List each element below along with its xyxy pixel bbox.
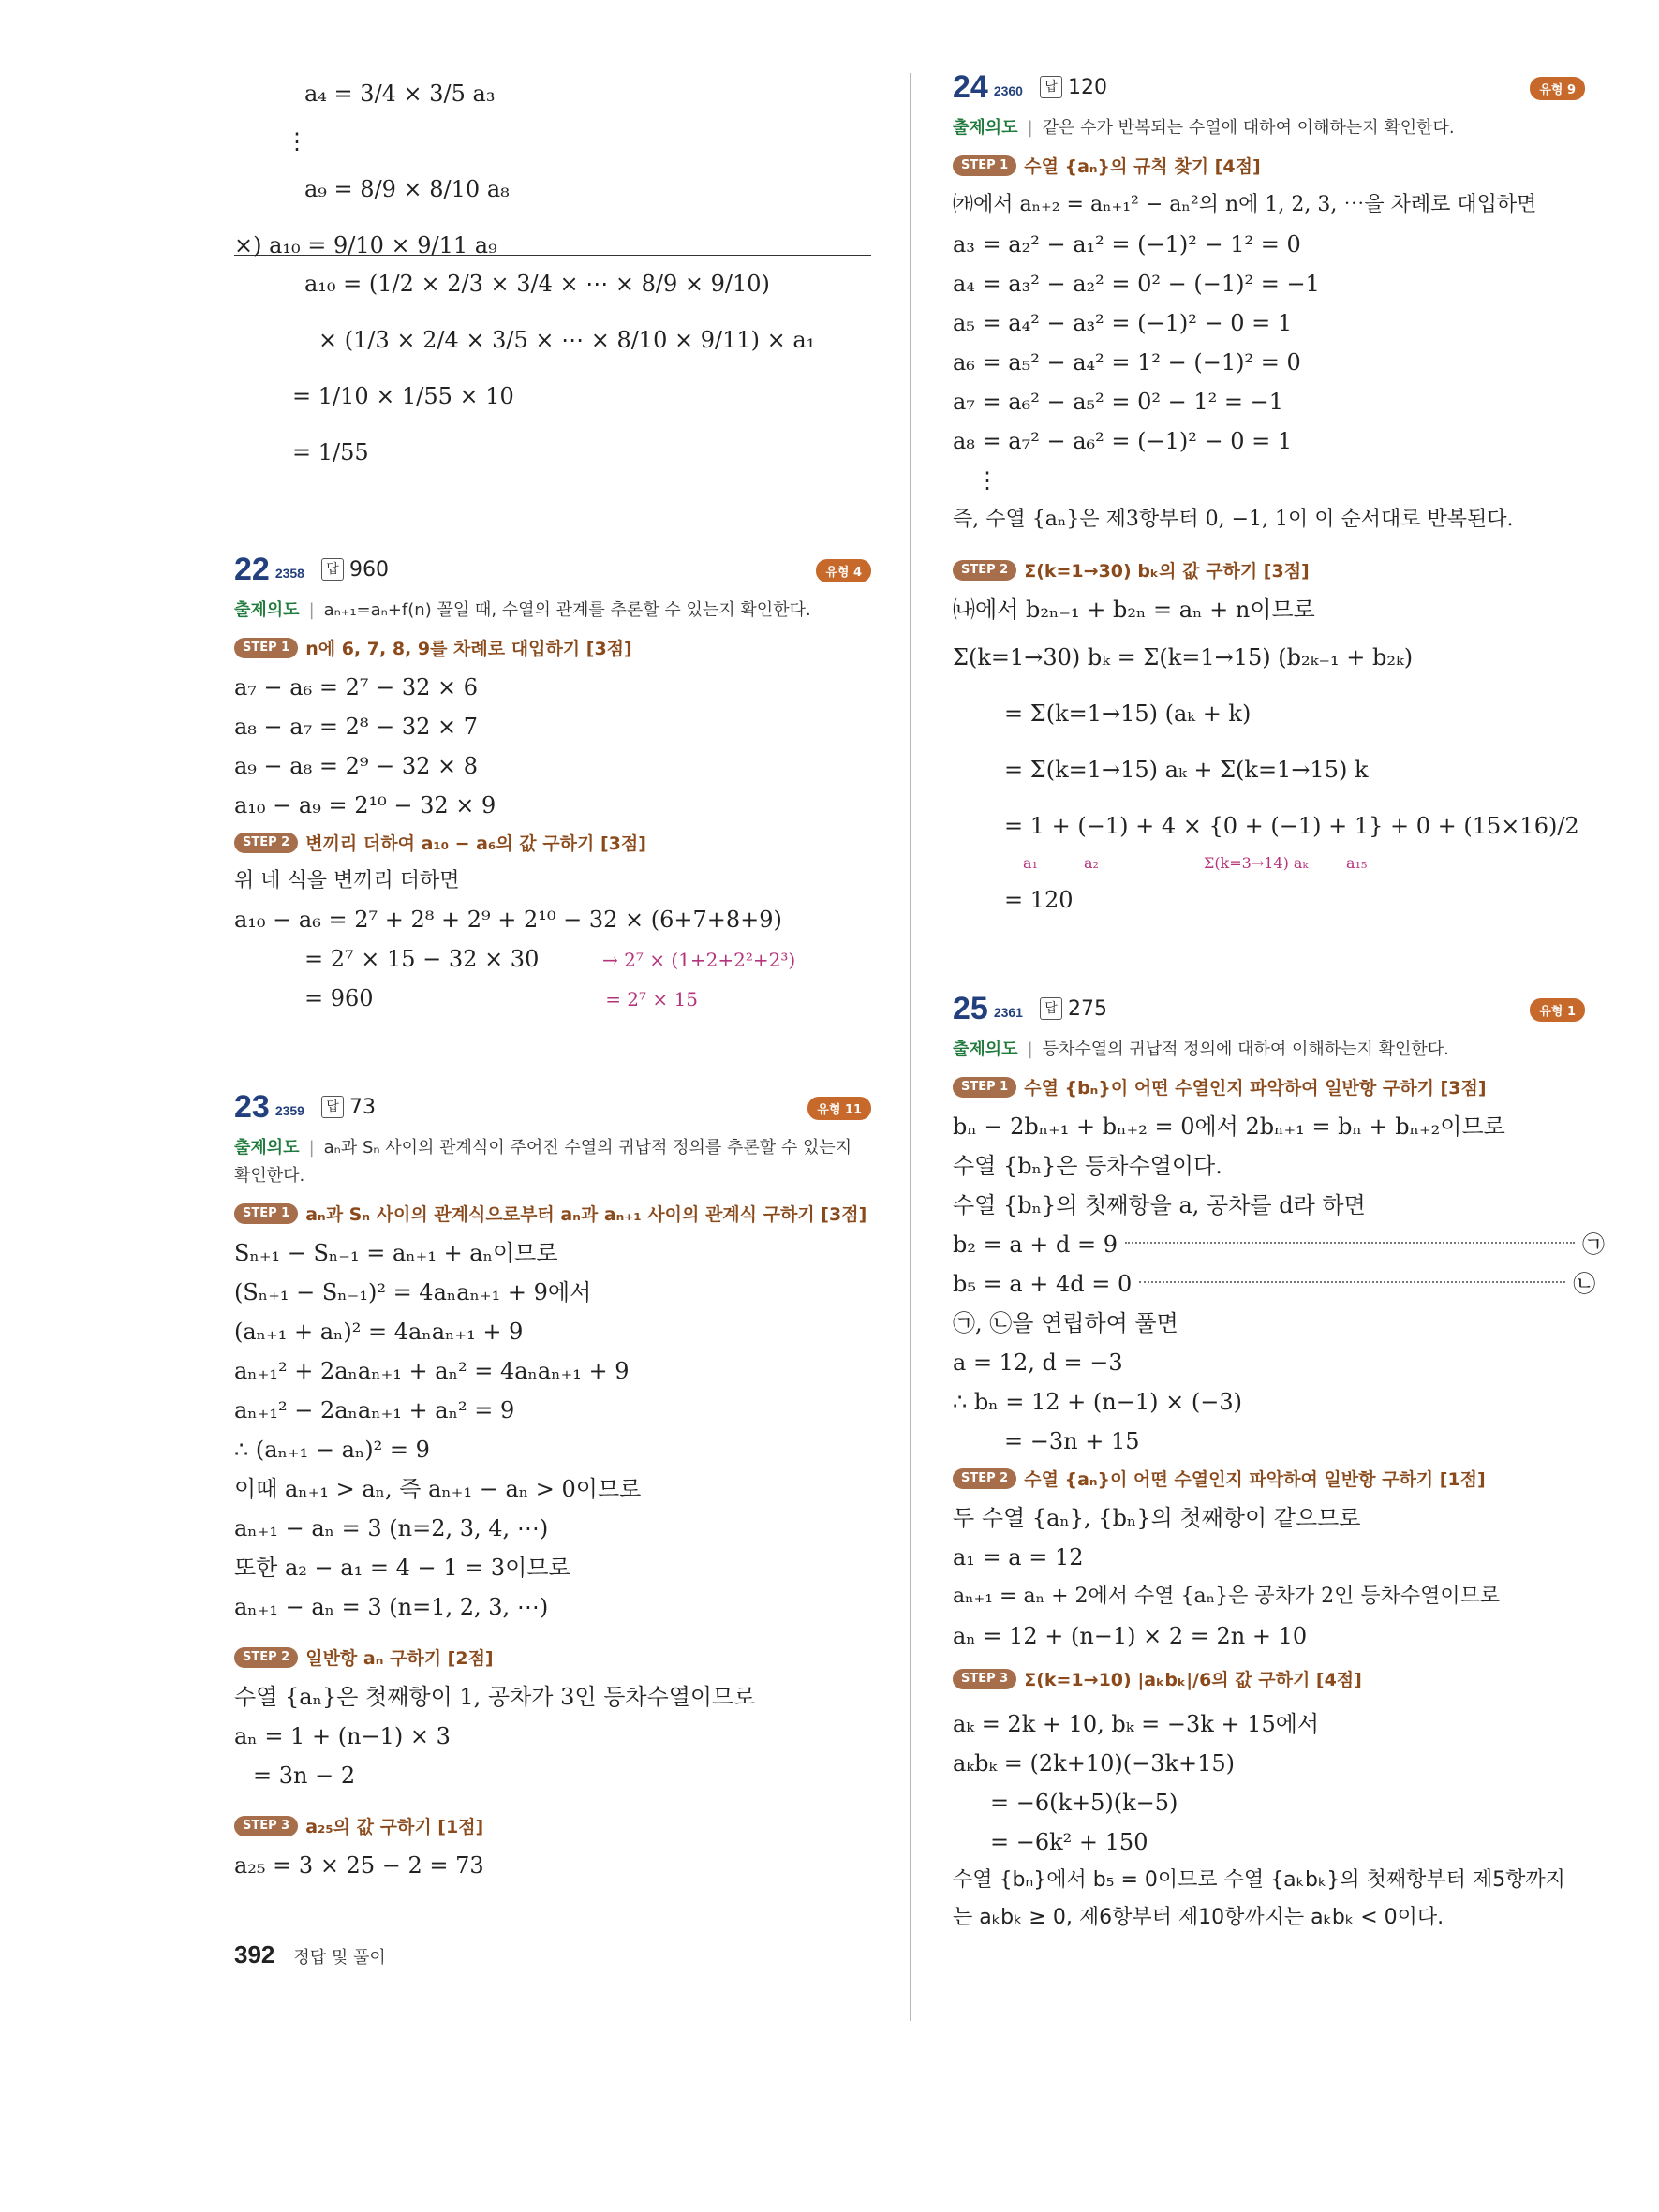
- page-footer: [234, 1940, 386, 1969]
- math-line: a₁₀ − a₉ = 2¹⁰ − 32 × 9: [234, 792, 496, 818]
- step-title: Σ(k=1→10) |aₖbₖ|/6의 값 구하기 [4점]: [1024, 1670, 1362, 1690]
- math-line: a = 12, d = −3: [953, 1349, 1123, 1376]
- math-line: a₆ = a₅² − a₄² = 1² − (−1)² = 0: [953, 349, 1301, 376]
- problem-header: [953, 987, 1585, 1030]
- math-line: Σ(k=1→30) bₖ = Σ(k=1→15) (b₂ₖ₋₁ + b₂ₖ): [953, 644, 1414, 671]
- problem-25: [953, 987, 1606, 1937]
- math-line: a₅ = a₄² − a₃² = (−1)² − 0 = 1: [953, 310, 1293, 336]
- intent-label: 출제의도: [234, 600, 300, 620]
- page-number: 392: [234, 1940, 275, 1969]
- math-line: a₇ = a₆² − a₅² = 0² − 1² = −1: [953, 389, 1284, 415]
- step-title: 수열 {aₙ}의 규칙 찾기 [4점]: [1024, 156, 1261, 177]
- type-badge: 유형 1: [1530, 998, 1585, 1022]
- problem-23: [234, 1085, 871, 1885]
- step-pill: STEP 1: [953, 155, 1016, 176]
- math-line: aₖbₖ = (2k+10)(−3k+15): [953, 1750, 1236, 1777]
- footer-label: 정답 및 풀이: [293, 1948, 386, 1968]
- math-line: × (1/3 × 2/4 × 3/5 × ⋯ × 8/10 × 9/11) × a₁: [318, 327, 816, 353]
- annotation: a₁: [1023, 854, 1038, 872]
- math-line: 두 수열 {aₙ}, {bₙ}의 첫째항이 같으므로: [953, 1505, 1361, 1531]
- problem-code: 2358: [274, 566, 304, 581]
- math-line: aₙ = 12 + (n−1) × 2 = 2n + 10: [953, 1623, 1308, 1649]
- math-line: aₙ₊₁² + 2aₙaₙ₊₁ + aₙ² = 4aₙaₙ₊₁ + 9: [234, 1358, 630, 1384]
- math-line: = −6(k+5)(k−5): [990, 1790, 1178, 1816]
- annotation: Σ(k=3→14) aₖ: [1204, 854, 1309, 872]
- problem-code: 2360: [993, 83, 1023, 98]
- math-line: aₙ₊₁ − aₙ = 3 (n=2, 3, 4, ⋯): [234, 1515, 549, 1541]
- math-line: a₈ − a₇ = 2⁸ − 32 × 7: [234, 714, 479, 740]
- intent-text: aₙ₊₁=aₙ+f(n) 꼴일 때, 수열의 관계를 추론할 수 있는지 확인한다.: [323, 600, 811, 620]
- math-line: 즉, 수열 {aₙ}은 제3항부터 0, −1, 1이 이 순서대로 반복된다.: [953, 508, 1514, 531]
- column-divider: [910, 73, 911, 2021]
- brace-notes: [953, 854, 1585, 880]
- leader-dots: [1139, 1281, 1565, 1283]
- step-title: 수열 {aₙ}이 어떤 수열인지 파악하여 일반항 구하기 [1점]: [1024, 1469, 1486, 1490]
- circled-mark: ㉠: [1582, 1231, 1606, 1258]
- step-pill: STEP 3: [953, 1669, 1016, 1689]
- step-heading: [953, 1461, 1585, 1498]
- step-pill: STEP 2: [234, 833, 298, 853]
- type-badge: 유형 9: [1530, 77, 1585, 100]
- intent-label: 출제의도: [953, 118, 1018, 138]
- annotation: a₁₅: [1346, 854, 1368, 872]
- problem-code: 2361: [993, 1005, 1023, 1020]
- math-line: aₖ = 2k + 10, bₖ = −3k + 15에서: [953, 1711, 1320, 1737]
- problem-header: [234, 548, 871, 591]
- math-line: 수열 {bₙ}의 첫째항을 a, 공차를 d라 하면: [953, 1192, 1366, 1218]
- step-heading: [234, 1808, 871, 1846]
- math-line: Sₙ₊₁ − Sₙ₋₁ = aₙ₊₁ + aₙ이므로: [234, 1240, 558, 1266]
- step-heading: [953, 553, 1585, 590]
- intent-label: 출제의도: [953, 1040, 1018, 1059]
- intent: 출제의도 | aₙ₊₁=aₙ+f(n) 꼴일 때, 수열의 관계를 추론할 수 있는지 확인한다.: [234, 600, 811, 620]
- problem-number: 24: [953, 68, 988, 105]
- math-line: ⋮: [976, 467, 999, 494]
- step-heading: [234, 1196, 871, 1233]
- math-line: ⋮: [286, 128, 308, 155]
- step-heading: [953, 1069, 1585, 1107]
- problem-number: 25: [953, 990, 988, 1026]
- math-line: aₙ₊₁ = aₙ + 2에서 수열 {aₙ}은 공차가 2인 등차수열이므로: [953, 1585, 1501, 1608]
- left-column: [234, 66, 871, 1885]
- problem-number: 23: [234, 1088, 270, 1125]
- answer-icon: 답: [1040, 997, 1062, 1020]
- answer-icon: 답: [321, 558, 344, 581]
- math-line: = 1/55: [292, 439, 369, 465]
- math-line: a₁ = a = 12: [953, 1544, 1084, 1571]
- step-heading: [953, 148, 1585, 185]
- answer-value: 275: [1067, 996, 1107, 1021]
- math-line: a₉ = 8/9 × 8/10 a₈: [304, 176, 510, 202]
- paragraph: 수열 {bₙ}에서 b₅ = 0이므로 수열 {aₖbₖ}의 첫째항부터 제5항까지는 aₖbₖ ≥ 0, 제6항부터 제10항까지는 aₖbₖ < 0이다.: [953, 1868, 1565, 1929]
- annotation: → 2⁷ × (1+2+2²+2³): [602, 949, 796, 971]
- annotation: = 2⁷ × 15: [605, 988, 698, 1010]
- math-text: = 960: [304, 985, 374, 1011]
- problem-22: [234, 548, 871, 1018]
- annotation: a₂: [1084, 854, 1099, 872]
- type-badge: 유형 11: [807, 1097, 871, 1120]
- answer-icon: 답: [1040, 76, 1062, 98]
- math-line: ×) a₁₀ = 9/10 × 9/11 a₉: [234, 217, 871, 256]
- type-badge: 유형 4: [816, 559, 871, 582]
- intent: 출제의도 | aₙ과 Sₙ 사이의 관계식이 주어진 수열의 귀납적 정의를 추론할 수 있는지 확인한다.: [234, 1138, 852, 1186]
- math-line: a₁₀ − a₆ = 2⁷ + 2⁸ + 2⁹ + 2¹⁰ − 32 × (6+7+8+9): [234, 907, 782, 933]
- math-line: 이때 aₙ₊₁ > aₙ, 즉 aₙ₊₁ − aₙ > 0이므로: [234, 1476, 642, 1502]
- intent: 출제의도 | 등차수열의 귀납적 정의에 대하여 이해하는지 확인한다.: [953, 1040, 1449, 1059]
- step-title: 일반항 aₙ 구하기 [2점]: [305, 1648, 494, 1669]
- math-line: [953, 1264, 1596, 1304]
- math-line: [953, 1225, 1606, 1264]
- math-line: = 1 + (−1) + 4 × {0 + (−1) + 1} + 0 + (15×16)/2: [1004, 813, 1579, 839]
- math-line: a₇ − a₆ = 2⁷ − 32 × 6: [234, 674, 479, 700]
- math-line: aₙ₊₁² − 2aₙaₙ₊₁ + aₙ² = 9: [234, 1397, 515, 1423]
- text-line: 위 네 식을 변끼리 더하면: [234, 869, 460, 892]
- math-line: a₉ − a₈ = 2⁹ − 32 × 8: [234, 753, 479, 779]
- math-line: = 3n − 2: [253, 1762, 356, 1789]
- math-line: a₈ = a₇² − a₆² = (−1)² − 0 = 1: [953, 428, 1293, 454]
- problem-24: [953, 66, 1585, 920]
- math-line: = Σ(k=1→15) aₖ + Σ(k=1→15) k: [1004, 757, 1369, 783]
- step-title: Σ(k=1→30) bₖ의 값 구하기 [3점]: [1024, 561, 1310, 582]
- answer-icon: 답: [321, 1096, 344, 1118]
- step-pill: STEP 2: [234, 1647, 298, 1668]
- intent-text: 같은 수가 반복되는 수열에 대하여 이해하는지 확인한다.: [1042, 118, 1455, 138]
- math-line: ∴ bₙ = 12 + (n−1) × (−3): [953, 1389, 1242, 1415]
- step-heading: [234, 825, 871, 863]
- problem-header: [234, 1085, 871, 1128]
- math-line: (Sₙ₊₁ − Sₙ₋₁)² = 4aₙaₙ₊₁ + 9에서: [234, 1279, 592, 1305]
- math-line: = 1/10 × 1/55 × 10: [292, 383, 514, 409]
- math-text: b₅ = a + 4d = 0: [953, 1271, 1133, 1297]
- problem-code: 2359: [274, 1103, 304, 1118]
- intent: 출제의도 | 같은 수가 반복되는 수열에 대하여 이해하는지 확인한다.: [953, 118, 1455, 138]
- circled-mark: ㉡: [1573, 1271, 1596, 1297]
- continuation-block: [234, 66, 871, 480]
- step-pill: STEP 1: [234, 638, 298, 658]
- math-line: 수열 {bₙ}은 등차수열이다.: [953, 1153, 1222, 1179]
- answer-value: 960: [348, 557, 389, 582]
- step-title: n에 6, 7, 8, 9를 차례로 대입하기 [3점]: [305, 639, 632, 659]
- math-line: ∴ (aₙ₊₁ − aₙ)² = 9: [234, 1437, 430, 1463]
- intent-text: aₙ과 Sₙ 사이의 관계식이 주어진 수열의 귀납적 정의를 추론할 수 있는지 확인한다.: [234, 1138, 852, 1186]
- answer-value: 120: [1067, 75, 1107, 99]
- math-line: a₃ = a₂² − a₁² = (−1)² − 1² = 0: [953, 231, 1301, 258]
- math-line: (aₙ₊₁ + aₙ)² = 4aₙaₙ₊₁ + 9: [234, 1319, 524, 1345]
- step-pill: STEP 2: [953, 1468, 1016, 1489]
- math-line: ㈏에서 b₂ₙ₋₁ + b₂ₙ = aₙ + n이므로: [953, 597, 1315, 623]
- math-line: 수열 {aₙ}은 첫째항이 1, 공차가 3인 등차수열이므로: [234, 1684, 756, 1710]
- math-line: aₙ = 1 + (n−1) × 3: [234, 1723, 451, 1749]
- step-heading: [234, 630, 871, 668]
- step-heading: [234, 1640, 871, 1677]
- math-line: a₄ = a₃² − a₂² = 0² − (−1)² = −1: [953, 271, 1320, 297]
- step-title: 변끼리 더하여 a₁₀ − a₆의 값 구하기 [3점]: [305, 833, 646, 854]
- intent-label: 출제의도: [234, 1138, 300, 1158]
- step-title: 수열 {bₙ}이 어떤 수열인지 파악하여 일반항 구하기 [3점]: [1024, 1078, 1487, 1099]
- math-line: [234, 939, 871, 979]
- step-pill: STEP 2: [953, 560, 1016, 581]
- math-line: bₙ − 2bₙ₊₁ + bₙ₊₂ = 0에서 2bₙ₊₁ = bₙ + bₙ₊₂이므로: [953, 1113, 1505, 1140]
- math-line: = Σ(k=1→15) (aₖ + k): [1004, 700, 1252, 727]
- math-line: 또한 a₂ − a₁ = 4 − 1 = 3이므로: [234, 1555, 570, 1581]
- step-title: a₂₅의 값 구하기 [1점]: [305, 1817, 484, 1837]
- math-line: aₙ₊₁ − aₙ = 3 (n=1, 2, 3, ⋯): [234, 1594, 549, 1620]
- step-pill: STEP 1: [234, 1203, 298, 1224]
- math-line: ㉠, ㉡을 연립하여 풀면: [953, 1310, 1178, 1336]
- math-line: = 120: [1004, 887, 1074, 913]
- step-heading: [953, 1656, 1585, 1704]
- problem-header: [953, 66, 1585, 109]
- step-title: aₙ과 Sₙ 사이의 관계식으로부터 aₙ과 aₙ₊₁ 사이의 관계식 구하기 [3점]: [305, 1204, 867, 1225]
- math-line: ㈎에서 aₙ₊₂ = aₙ₊₁² − aₙ²의 n에 1, 2, 3, ⋯을 차례로 대입하면: [953, 193, 1537, 216]
- math-text: b₂ = a + d = 9: [953, 1231, 1118, 1258]
- math-text: = 2⁷ × 15 − 32 × 30: [304, 946, 540, 972]
- step-pill: STEP 3: [234, 1816, 298, 1836]
- right-column: [953, 66, 1606, 1937]
- math-line: = −6k² + 150: [990, 1829, 1148, 1855]
- step-pill: STEP 1: [953, 1077, 1016, 1098]
- math-line: = −3n + 15: [1004, 1428, 1140, 1454]
- problem-number: 22: [234, 551, 270, 587]
- math-line: a₄ = 3/4 × 3/5 a₃: [304, 81, 496, 107]
- math-line: [234, 979, 871, 1018]
- math-line: a₂₅ = 3 × 25 − 2 = 73: [234, 1852, 484, 1879]
- answer-value: 73: [348, 1095, 376, 1119]
- leader-dots: [1125, 1242, 1575, 1244]
- math-line: a₁₀ = (1/2 × 2/3 × 3/4 × ⋯ × 8/9 × 9/10): [304, 271, 770, 297]
- intent-text: 등차수열의 귀납적 정의에 대하여 이해하는지 확인한다.: [1042, 1040, 1449, 1059]
